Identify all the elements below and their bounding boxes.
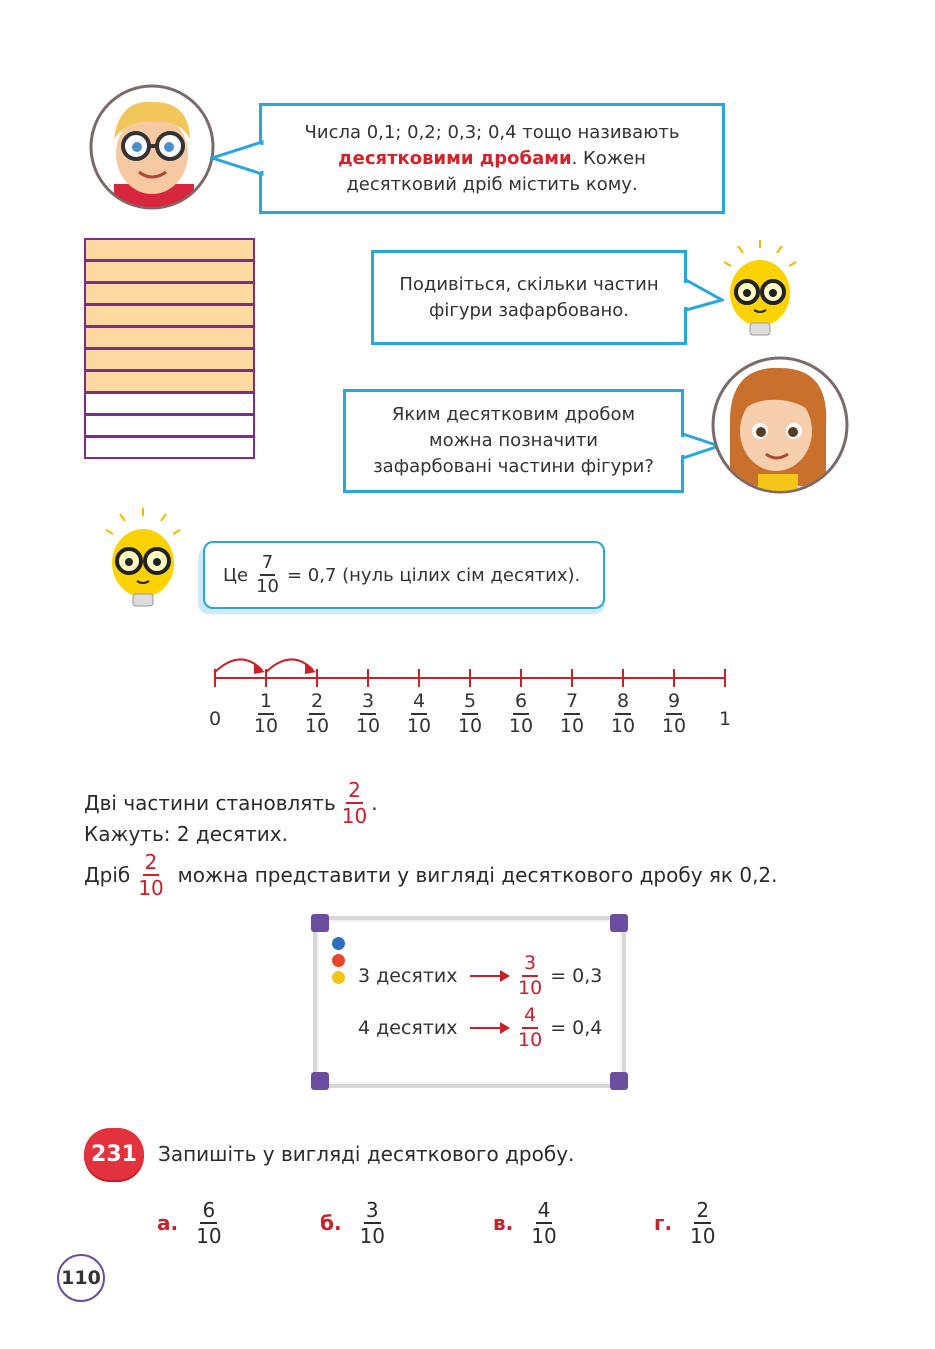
- page-number: 110: [57, 1254, 105, 1302]
- text: Дріб: [84, 863, 131, 887]
- fraction-7-10: $\frac{7}{10}$: [256, 552, 279, 597]
- bubble-tail: [210, 140, 264, 176]
- speech-bubble-definition: [259, 103, 725, 214]
- fraction-2-10: $\frac{2}{10}$: [138, 850, 164, 900]
- task-letter: в.: [493, 1211, 514, 1235]
- fraction: $\frac{6}{10}$: [196, 1198, 222, 1248]
- fraction-2-10: $\frac{2}{10}$: [341, 778, 368, 828]
- task-letter: б.: [320, 1211, 342, 1235]
- number-line-start: 0: [208, 708, 222, 730]
- lightbulb-icon: [718, 238, 802, 343]
- fraction: $\frac{4}{10}$: [531, 1198, 557, 1248]
- speech-bubble-question: [343, 389, 684, 493]
- bubble-text: . Кожен: [571, 147, 646, 169]
- text-line-say: Кажуть: 2 десятих.: [84, 822, 288, 846]
- answer-prefix: Це: [223, 564, 249, 586]
- board-corner: [311, 914, 329, 932]
- board-corner: [610, 1072, 628, 1090]
- task-item-b: [320, 1200, 389, 1246]
- bubble-line: фігури зафарбовано.: [428, 299, 630, 321]
- number-line-label: $\frac{8}{10}$: [610, 690, 636, 737]
- board-row: [358, 1006, 602, 1050]
- speech-bubble-look: [371, 250, 687, 345]
- jump-arrowhead: [254, 664, 265, 674]
- task-text: Запишіть у вигляді десяткового дробу.: [158, 1142, 575, 1166]
- bubble-line: Числа 0,1; 0,2; 0,3; 0,4 тощо називають: [304, 121, 680, 143]
- fraction: $\frac{3}{10}$: [518, 952, 543, 999]
- stripe-empty: [84, 414, 255, 437]
- text-line-fraction: [84, 852, 778, 898]
- board-label: 3 десятих: [358, 965, 458, 987]
- stripe-empty: [84, 436, 255, 459]
- highlight-term: десятковими дробами: [338, 147, 572, 169]
- text: Дві частини становлять: [84, 791, 336, 815]
- whiteboard: [313, 916, 626, 1088]
- fraction: $\frac{2}{10}$: [690, 1198, 716, 1248]
- answer-suffix: = 0,7 (нуль цілих сім десятих).: [286, 564, 581, 586]
- boy-avatar: [84, 84, 220, 210]
- board-corner: [311, 1072, 329, 1090]
- text: можна представити у вигляді десяткового дробу як 0,2.: [177, 863, 778, 887]
- number-line-label: $\frac{2}{10}$: [304, 690, 330, 737]
- task-item-g: [654, 1200, 720, 1246]
- stripe-shaded: [84, 238, 255, 261]
- text: .: [371, 791, 378, 815]
- fraction: $\frac{4}{10}$: [518, 1004, 543, 1051]
- number-line-label: $\frac{7}{10}$: [559, 690, 585, 737]
- magnet-dot: [332, 971, 345, 984]
- text-line-two-parts: [84, 780, 378, 826]
- stripe-shaded: [84, 326, 255, 349]
- task-item-a: [157, 1200, 226, 1246]
- number-line-label: $\frac{5}{10}$: [457, 690, 483, 737]
- stripe-shaded: [84, 348, 255, 371]
- bubble-line: Подивіться, скільки частин: [399, 273, 659, 295]
- number-line-label: $\frac{9}{10}$: [661, 690, 687, 737]
- number-line-label: $\frac{1}{10}$: [253, 690, 279, 737]
- bubble-line: десятковий дріб містить кому.: [346, 173, 638, 195]
- task-number-badge: 231: [84, 1128, 144, 1180]
- board-result: = 0,4: [550, 1017, 603, 1039]
- board-corner: [610, 914, 628, 932]
- bubble-line: Яким десятковим дробом: [391, 404, 636, 425]
- bubble-line: зафарбовані частини фігури?: [373, 456, 654, 477]
- board-result: = 0,3: [550, 965, 603, 987]
- jump-arrowhead: [305, 664, 316, 674]
- number-line-label: $\frac{4}{10}$: [406, 690, 432, 737]
- girl-avatar: [708, 356, 852, 494]
- arrow-right-icon: [470, 1021, 510, 1035]
- task-item-v: [493, 1200, 561, 1246]
- number-line-end: 1: [718, 708, 732, 730]
- fraction: $\frac{3}{10}$: [359, 1198, 386, 1248]
- board-label: 4 десятих: [358, 1017, 458, 1039]
- lightbulb-icon: [100, 506, 186, 614]
- board-row: [358, 954, 602, 998]
- magnet-dot: [332, 954, 345, 967]
- stripe-shaded: [84, 370, 255, 393]
- number-line-label: $\frac{6}{10}$: [508, 690, 534, 737]
- bubble-line: можна позначити: [429, 430, 598, 451]
- stripe-shaded: [84, 260, 255, 283]
- task-letter: а.: [157, 1211, 179, 1235]
- magnet-dot: [332, 937, 345, 950]
- stripe-shaded: [84, 304, 255, 327]
- stripe-empty: [84, 392, 255, 415]
- number-line-label: $\frac{3}{10}$: [355, 690, 381, 737]
- answer-box: [203, 541, 605, 609]
- bubble-line: [262, 146, 722, 172]
- stripe-shaded: [84, 282, 255, 305]
- task-letter: г.: [654, 1211, 673, 1235]
- arrow-right-icon: [470, 969, 510, 983]
